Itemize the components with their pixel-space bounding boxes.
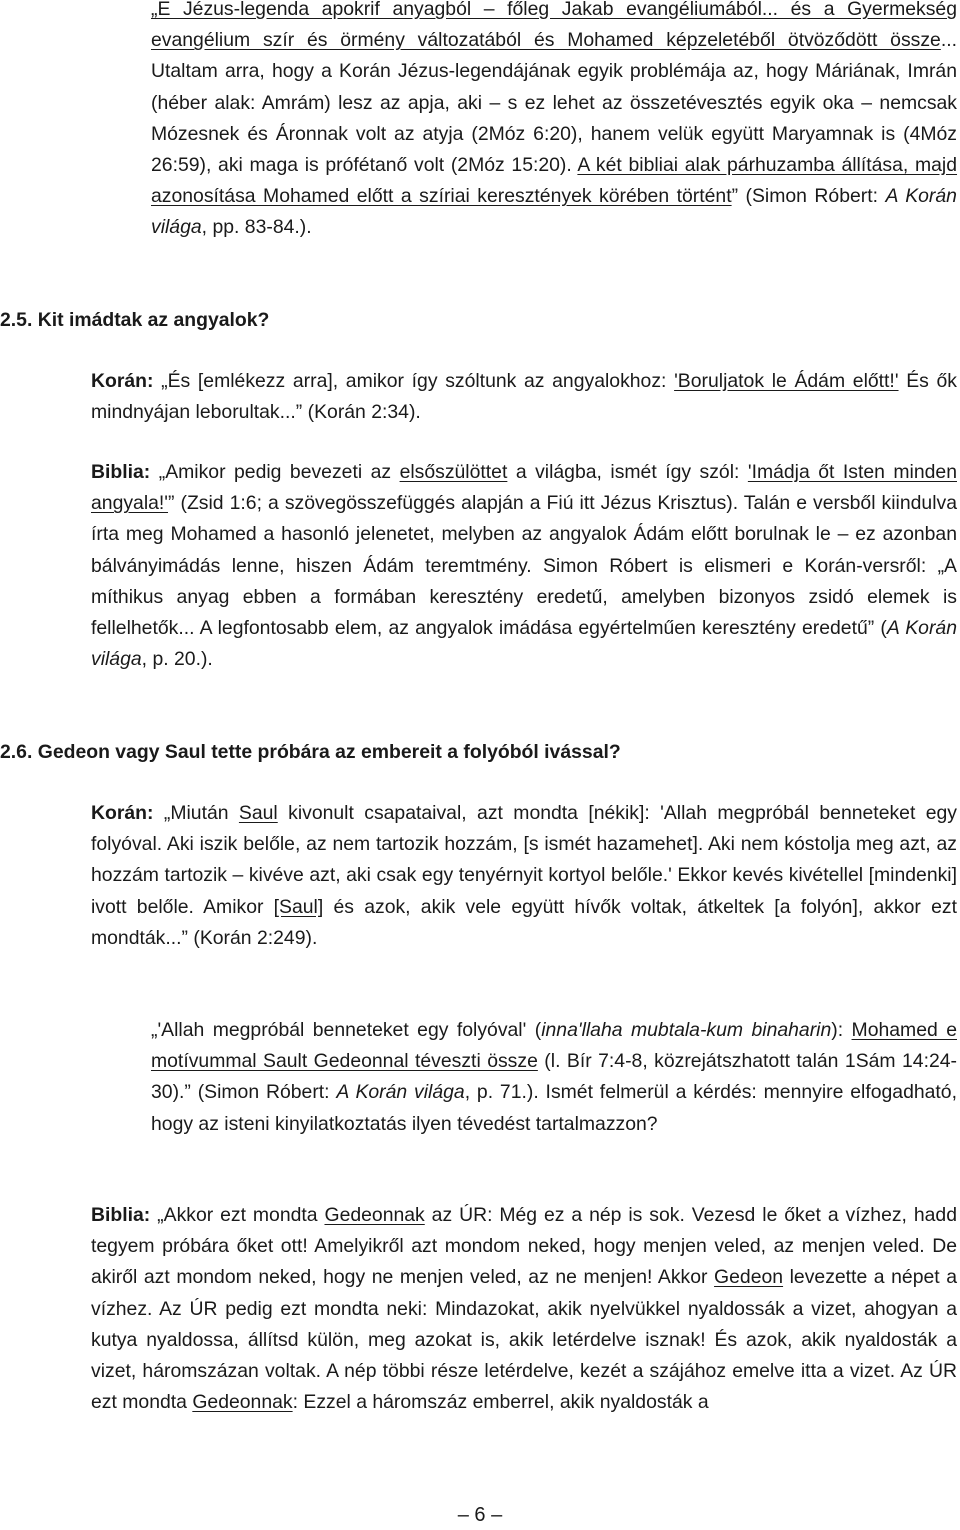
source-label: Biblia: — [91, 1204, 151, 1226]
underlined-text: elsőszülöttet — [399, 461, 508, 483]
underlined-text: Mohamed e motívummal Sault Gedeonnal téveszti össze — [151, 1019, 957, 1073]
text-run: ” (Zsid 1:6; a szövegösszefüggés alapján a Fiú itt Jézus Krisztus). Talán e versből kiindulva írta meg Mohamed a hasonló jelenetet, melyben az angyalok Ádám előtt borulnak le – ez azonban bálványimádás lenne, hiszen Ádám teremtmény. Simon Róbert is elismeri e Korán-versről: „A míthikus anyag ebben a formában keresztény eredetű, amelyben bizonyos zsidó elemek is fellelhetők... A legfontosabb elem, az angyalok imádása egyértelműen keresztény eredetű” ( — [91, 492, 957, 640]
underlined-text: Gedeonnak — [192, 1391, 293, 1414]
text-run: (l. Bír 7:4-8, közrejátszhatott talán 1Sám 14:24-30).” (Simon Róbert: — [151, 1050, 957, 1104]
section-heading-2-6: 2.6. Gedeon vagy Saul tette próbára az embereit a folyóból ivással? — [0, 741, 621, 763]
underlined-text: 'Imádja őt Isten minden angyala!' — [91, 461, 957, 515]
text-run: kivonult csapataival, azt mondta [nékik]: 'Allah megpróbál benneteket egy folyóval. Aki iszik belőle, az nem tartozik hozzám, [s ismét hazamehet]. Aki nem kóstolja meg azt, az hozzám tartozik – kivéve azt, aki csak egy tenyérnyit kortyol belőle.' Ekkor kevés kivétellel [mindenki] ivott belőle. Amikor — [91, 802, 957, 918]
italic-text: A Korán világa — [336, 1081, 465, 1104]
text-run: levezette a népet a vízhez. Az ÚR pedig ezt mondta neki: Mindazokat, akik nyelvükkel nyaldossák a vizet, ahogyan a kutya nyaldossa, állítsd külön, meg azokat is, akik letérdelve isznak! És azok, akik nyaldosták a vizet, háromszázan voltak. A nép többi része letérdelve, kezét a szájához emelve itta a vizet. Az ÚR ezt mondta — [91, 1266, 957, 1414]
underlined-text: „E Jézus-legenda apokrif anyagból – főleg Jakab evangéliumából... és a Gyermekség evangélium szír és örmény változatából és Mohamed képzeletéből ötvöződött össze — [151, 0, 957, 52]
text-run: „Akkor ezt mondta — [150, 1204, 325, 1226]
text-run: a világba, ismét így szól: — [507, 461, 748, 483]
underlined-text: [Saul] — [273, 895, 324, 918]
source-label: Korán: — [91, 802, 154, 824]
italic-text: A Korán világa — [91, 617, 957, 671]
koran-paragraph-2-6 — [91, 798, 957, 954]
text-run: „Miután — [153, 802, 239, 824]
biblia-paragraph-2-6 — [91, 1200, 957, 1418]
underlined-text: A két bibliai alak párhuzamba állítása, majd azonosítása Mohamed előtt a szíriai keresztények körében történt — [151, 154, 958, 208]
italic-text: inna'llaha mubtala-kum binaharin — [541, 1019, 832, 1041]
underlined-text: 'Boruljatok le Ádám előtt!' — [674, 370, 899, 392]
source-label: Korán: — [91, 370, 154, 392]
biblia-paragraph-2-5 — [91, 457, 957, 675]
text-run: az ÚR: Még ez a nép is sok. Vezesd le őket a vízhez, hadd tegyem próbára őket ott! Amelyikről azt mondom neked, hogy menjen veled, az menjen veled. De akiről azt mondom neked, hogy ne menjen veled, az ne menjen! Akkor — [91, 1204, 957, 1289]
text-run: „'Allah megpróbál benneteket egy folyóval' ( — [151, 1019, 542, 1041]
text-run: ” (Simon Róbert: — [731, 185, 886, 208]
text-run: , p. 71.). Ismét felmerül a kérdés: mennyire elfogadható, hogy az isteni kinyilatkoztatás ilyen tévedést tartalmazzon? — [151, 1081, 957, 1135]
text-run: ... Utaltam arra, hogy a Korán Jézus-legendájának egyik problémája az, hogy Máriának, Imrán (héber alak: Amrám) lesz az apja, aki – s ez lehet az összetévesztés egyik oka – nemcsak Mózesnek és Áronnak volt az atyja (2Móz 6:20), hanem velük együtt Maryamnak is (4Móz 26:59), aki maga is prófétanő volt (2Móz 15:20). — [151, 29, 957, 177]
intro-quote — [151, 0, 957, 244]
page-number: – 6 – — [457, 1504, 503, 1526]
text-run: , pp. 83-84.). — [201, 216, 312, 239]
text-run: „Amikor pedig bevezeti az — [150, 461, 400, 483]
koran-paragraph-2-5 — [91, 366, 957, 428]
text-run: ): — [831, 1019, 852, 1041]
text-run: , p. 20.). — [141, 648, 213, 671]
text-run: És ők mindnyájan leborultak...” (Korán 2:34). — [91, 370, 957, 424]
underlined-text: Saul — [238, 802, 278, 824]
text-run: és azok, akik vele együtt hívők voltak, átkeltek [a folyón], akkor ezt mondták...” (Korán 2:249). — [91, 895, 957, 949]
underlined-text: Gedeon — [714, 1266, 784, 1289]
text-run: „És [emlékezz arra], amikor így szóltunk az angyalokhoz: — [153, 370, 675, 392]
text-run: : Ezzel a háromszáz emberrel, akik nyaldosták a — [292, 1391, 709, 1414]
italic-text: A Korán világa — [151, 185, 957, 239]
source-label: Biblia: — [91, 461, 151, 483]
underlined-text: Gedeonnak — [324, 1204, 425, 1226]
section-heading-2-5: 2.5. Kit imádtak az angyalok? — [0, 309, 270, 331]
commentary-quote-2-6 — [151, 1015, 957, 1140]
